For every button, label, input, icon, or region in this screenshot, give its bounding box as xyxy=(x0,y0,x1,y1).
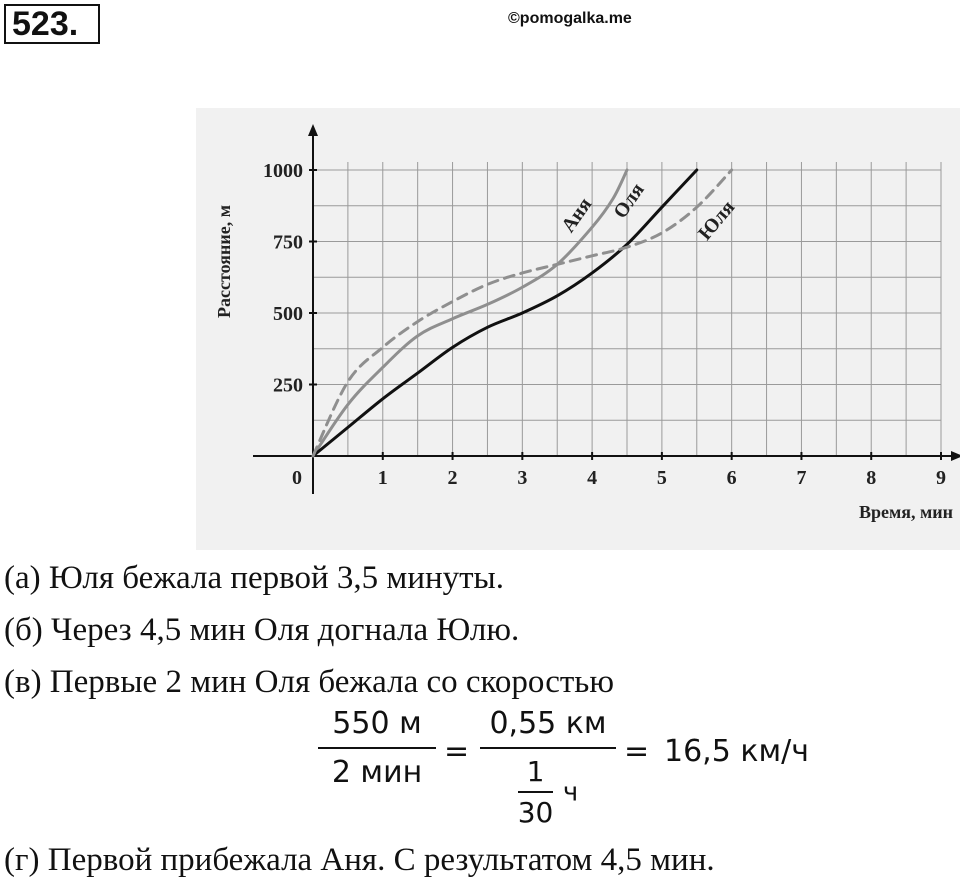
y-tick-label: 500 xyxy=(273,303,303,325)
y-tick-label: 750 xyxy=(273,231,303,254)
fraction-bar xyxy=(480,747,616,749)
x-tick-label: 1 xyxy=(377,467,388,489)
x-tick-label: 3 xyxy=(517,467,528,489)
fraction-bar xyxy=(318,747,436,749)
equals-sign: = xyxy=(624,734,650,769)
y-axis-arrow xyxy=(308,124,318,136)
x-axis-title: Время, мин xyxy=(858,502,953,522)
equals-sign: = xyxy=(444,734,470,769)
task-number: 523. xyxy=(4,4,100,44)
answer-b: (б) Через 4,5 мин Оля догнала Юлю. xyxy=(4,612,520,648)
x-tick-label: 7 xyxy=(796,467,807,489)
fraction-meters-per-minutes xyxy=(318,706,436,790)
fraction-numerator: 550 м xyxy=(332,706,422,741)
answer-d: (г) Первой прибежала Аня. С результатом 4,5 мин. xyxy=(4,842,715,878)
y-tick-label: 250 xyxy=(273,374,303,397)
nested-denominator: 30 xyxy=(517,796,554,829)
x-tick-label: 4 xyxy=(587,467,598,489)
series-label-anya: Аня xyxy=(557,193,597,237)
chart-svg xyxy=(196,108,960,550)
hour-unit: ч xyxy=(562,777,579,808)
distance-time-chart xyxy=(196,108,960,550)
series-label-yulya: Юля xyxy=(693,196,740,245)
x-tick-label: 0 xyxy=(292,467,302,489)
fraction-denominator xyxy=(480,755,616,829)
x-axis-arrow xyxy=(951,451,960,461)
speed-formula xyxy=(318,706,878,846)
fraction-numerator: 0,55 км xyxy=(489,706,607,741)
x-tick-label: 8 xyxy=(866,467,877,489)
watermark: ©pomogalka.me xyxy=(508,10,632,27)
nested-fraction-bar xyxy=(518,791,554,793)
answer-a: (а) Юля бежала первой 3,5 минуты. xyxy=(4,560,504,596)
x-tick-label: 6 xyxy=(726,467,737,489)
y-axis-title: Расстояние, м xyxy=(214,205,234,319)
x-tick-label: 2 xyxy=(447,467,458,489)
x-tick-label: 9 xyxy=(936,467,946,489)
y-tick-label: 1000 xyxy=(263,160,303,182)
x-tick-label: 5 xyxy=(656,467,667,489)
answer-c: (в) Первые 2 мин Оля бежала со скоростью xyxy=(4,664,614,700)
fraction-km-per-hours xyxy=(480,706,616,829)
nested-numerator: 1 xyxy=(526,755,545,788)
fraction-denominator: 2 мин xyxy=(331,755,423,790)
nested-fraction xyxy=(518,755,554,829)
series-label-olya: Оля xyxy=(609,179,649,223)
speed-result: 16,5 км/ч xyxy=(664,734,809,769)
